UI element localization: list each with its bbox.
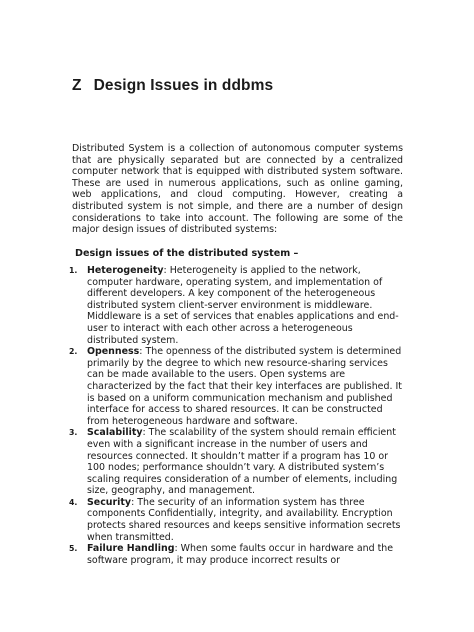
issue-text: : The scalability of the system should remain efficient even with a significant increase in the number of users and resources connected. It shouldn’t matter if a program has 10 or 100 nodes; performance shouldn’t vary. A distributed system’s scaling requires consideration of a number of elements, including size, geography, and management. [87,427,398,497]
list-item [68,346,402,427]
list-item [68,497,402,543]
title-letter: Z [72,77,82,94]
issue-text: : The security of an information system has three components Confidentially, integrity, and availability. Encryption protects shared resources and keeps sensitive information secrets when transmitted. [87,496,401,543]
issue-term: Security [87,496,132,508]
issue-term: Openness [87,346,140,358]
list-item [68,265,402,346]
list-number: 2. [69,347,78,357]
list-number: 4. [69,497,78,507]
list-item [68,427,402,497]
design-issues-list [68,265,402,566]
issue-term: Scalability [87,427,143,439]
issue-term: Failure Handling [87,543,175,555]
intro-paragraph: Distributed System is a collection of autonomous computer systems that are physically separated but are connected by a centralized computer network that is equipped with distributed system software. These are used in numerous applications, such as online gaming, web applications, and cloud computing. However, creating a distributed system is not simple, and there are a number of design considerations to take into account. The following are some of the major design issues of distributed systems: [72,143,403,236]
list-number: 1. [69,266,78,275]
issue-text: : The openness of the distributed system is determined primarily by the degree to which new resource-sharing services can be made available to the users. Open systems are characterized by the fact that their key interfaces are published. It is based on a uniform communication mechanism and published interface for access to shared resources. It can be constructed from heterogeneous hardware and software. [87,346,402,427]
list-number: 5. [69,544,78,554]
issue-text: : Heterogeneity is applied to the network, computer hardware, operating system, and implementation of different developers. A key component of the heterogeneous distributed system client-server environment is middleware. Middleware is a set of services that enables applications and end-user to interact with each other across a heterogeneous distributed system. [87,265,399,346]
list-number: 3. [69,428,78,438]
issue-text: : When some faults occur in hardware and the software program, it may produce incorrect results or [87,543,394,566]
issue-term: Heterogeneity [87,265,164,276]
document-title [72,77,273,95]
section-subheading: Design issues of the distributed system – [75,248,299,259]
title-text: Design Issues in ddbms [93,77,274,94]
list-item [68,543,402,566]
